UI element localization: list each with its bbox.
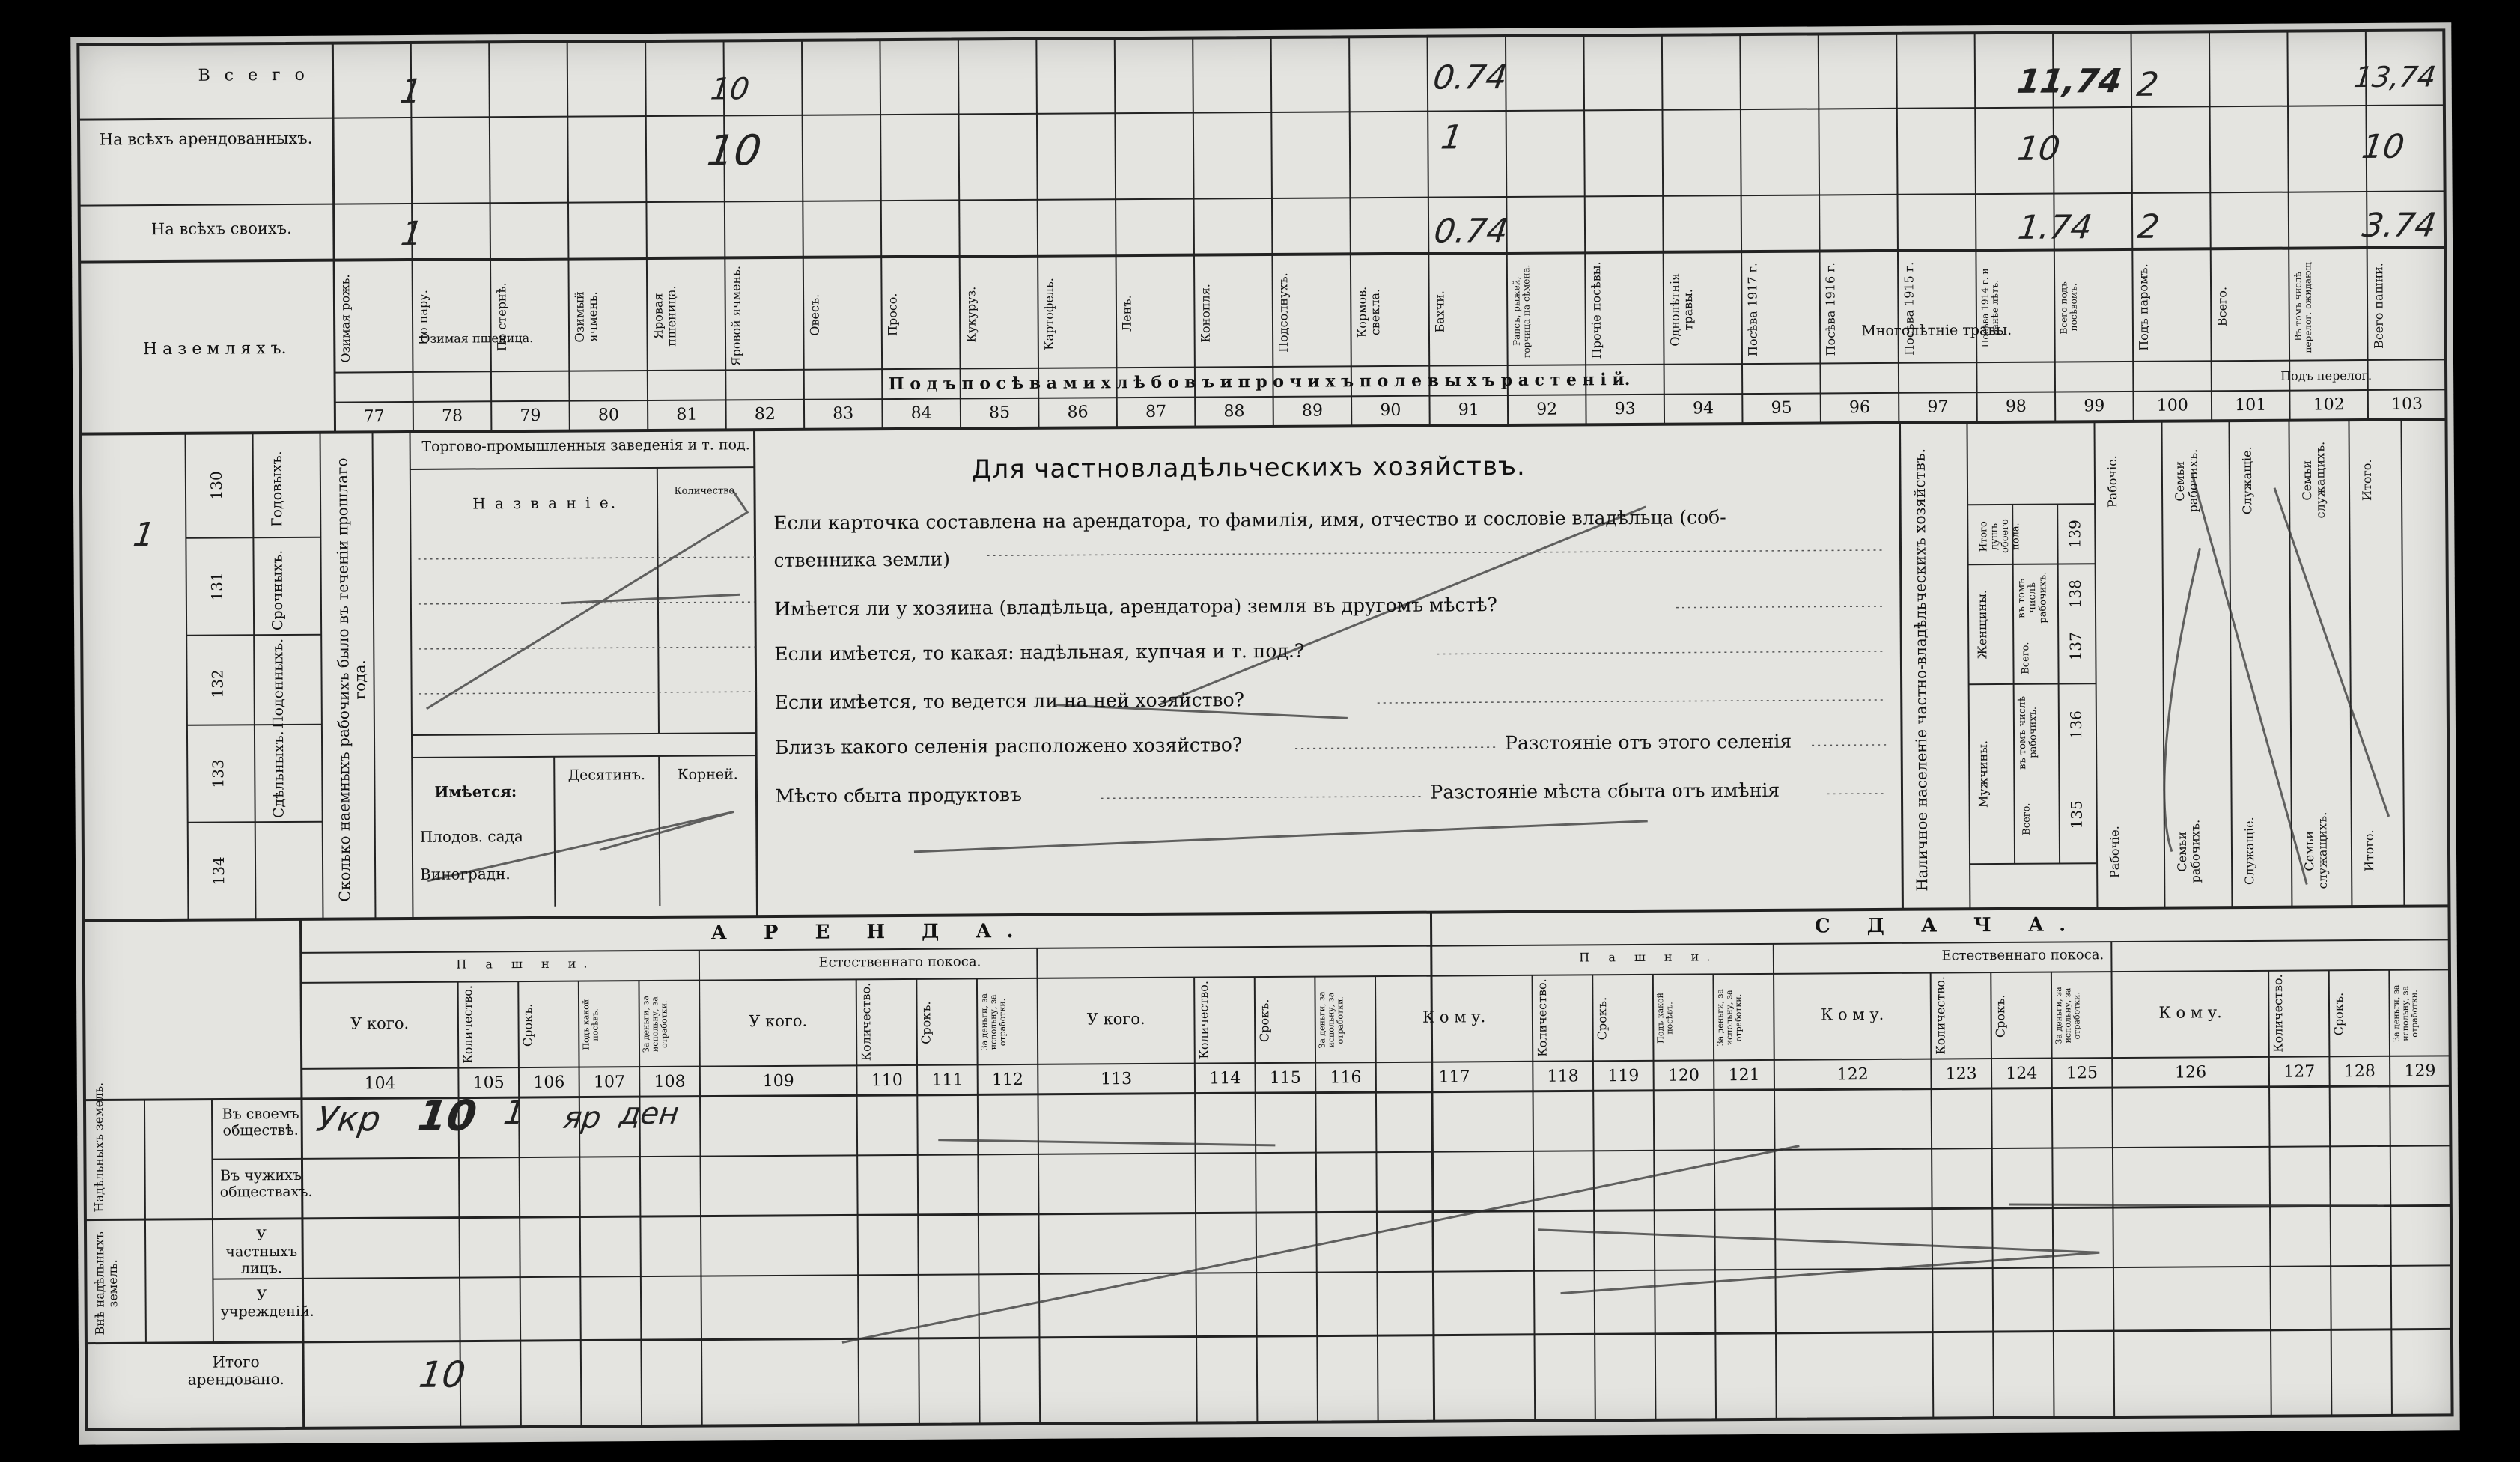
lease-col-header: За деньги, за испольну, за отработки.: [2391, 984, 2420, 1042]
question-2: Имѣется ли у хозяина (владѣльца, арендатора) земля въ другомъ мѣстѣ?: [773, 594, 1497, 621]
crop-header: Озимый ячмень.: [572, 290, 600, 343]
crop-header: Рапсъ, рыжей, горчица на сѣмена.: [1510, 264, 1532, 358]
lease-col-header: Количество.: [1932, 976, 1948, 1055]
total-rented-label: Итого арендовано.: [187, 1353, 284, 1389]
crop-col-number: 83: [833, 404, 854, 424]
crop-header: Посѣва 1917 г.: [1745, 262, 1760, 357]
total-souls: Итого душъ обоего пола.: [1978, 519, 2022, 554]
crop-col-number: 86: [1067, 403, 1089, 422]
lease-col-divider: [2329, 970, 2332, 1416]
question-6b: Разстояніе мѣста сбыта отъ имѣнія: [1430, 779, 1780, 803]
lease-col-divider: [1991, 972, 1994, 1418]
lease-col-number: 113: [1101, 1070, 1133, 1089]
lease-col-header: Количество.: [858, 982, 874, 1062]
question-1b: ственника земли): [773, 548, 951, 572]
under-crops-banner: П о д ъ п о с ѣ в а м и х л ѣ б о в ъ и п р о ч и х ъ п о л е в ы х ъ р а с т е н і й.: [888, 370, 1631, 395]
crop-header: По пару.: [416, 290, 431, 346]
crop-header: Подъ паромъ.: [2136, 264, 2152, 351]
crop-header: По стернѣ.: [494, 282, 509, 352]
crop-header: Посѣва 1916 г.: [1823, 262, 1839, 356]
hand-total-78: 1: [398, 72, 424, 112]
lease-col-header: Срокъ.: [1595, 996, 1610, 1041]
crop-col-number: 78: [441, 406, 463, 426]
crop-col-number: 94: [1693, 399, 1714, 418]
roots-header: Корней.: [677, 766, 738, 783]
population-right-top-label: Служащіе.: [2239, 446, 2255, 515]
lease-col-header: У кого.: [350, 1014, 410, 1033]
population-col-number: 139: [2066, 520, 2084, 549]
lease-col-number: 126: [2175, 1063, 2207, 1082]
lease-col-header: Срокъ.: [1993, 994, 2008, 1038]
lease-col-number: 119: [1607, 1066, 1640, 1086]
hand-lease-total: 10: [416, 1353, 469, 1396]
has-label: Имѣется:: [434, 782, 517, 801]
sdacha-plow: П а ш н и.: [1579, 949, 1718, 965]
lease-col-divider: [518, 981, 521, 1427]
lease-col-number: 104: [364, 1074, 396, 1094]
women-total: Всего.: [2020, 642, 2032, 674]
lease-col-header: За деньги, за испольну, за отработки.: [641, 995, 670, 1053]
hand-rented-99: 10: [2015, 130, 2063, 168]
crop-col-divider: [1740, 34, 1742, 424]
population-right-bottom-label: Семьи служащихъ.: [2301, 812, 2330, 889]
crop-col-number: 82: [754, 404, 776, 424]
row-rented-label: На всѣхъ арендованныхъ.: [99, 129, 313, 149]
worker-col-number: 131: [207, 572, 226, 601]
hand-own-103: 3.74: [2360, 206, 2439, 246]
vne-label: Внѣ надѣльныхъ земель.: [92, 1231, 121, 1335]
population-right-top-label: Семьи служащихъ.: [2299, 442, 2328, 519]
question-5b: Разстояніе отъ этого селенія: [1504, 730, 1792, 755]
crop-col-number: 103: [2391, 395, 2423, 414]
population-right-top-label: Рабочіе.: [2104, 455, 2120, 508]
lease-col-header: К о м у.: [1422, 1008, 1486, 1026]
lease-col-number: 128: [2343, 1062, 2376, 1082]
crop-col-divider: [489, 42, 491, 431]
crop-col-divider: [645, 41, 648, 430]
crop-col-divider: [802, 40, 804, 430]
lease-col-divider: [1255, 977, 1258, 1422]
hand-total-91: 0.74: [1431, 58, 1510, 97]
population-col-number: 137: [2066, 632, 2085, 661]
crop-col-divider: [1896, 34, 1899, 423]
lease-col-divider: [1375, 976, 1378, 1422]
row-total-label: В с е г о: [198, 65, 309, 85]
perennial-group: Многолѣтніе травы.: [1861, 321, 2012, 340]
row-own-label: На всѣхъ своихъ.: [150, 219, 292, 239]
lease-col-number: 114: [1209, 1069, 1241, 1088]
crop-col-number: 98: [2005, 397, 2027, 416]
crop-header: Озимая рожь.: [338, 273, 353, 363]
lease-col-header: За деньги, за испольну, за отработки.: [1317, 991, 1346, 1049]
crop-header: Прочіе посѣвы.: [1589, 261, 1604, 359]
men-total: Всего.: [2021, 802, 2033, 835]
crop-col-number: 88: [1223, 402, 1245, 421]
lease-col-header: За деньги, за испольну, за отработки.: [2053, 987, 2082, 1044]
crop-col-number: 84: [910, 403, 932, 423]
desyatin-header: Десятинъ.: [567, 767, 646, 784]
crop-header: Конопля.: [1198, 283, 1213, 343]
crop-col-number: 80: [597, 406, 620, 425]
private-persons-label: У частныхъ лицъ.: [225, 1227, 298, 1277]
private-title: Для частновладѣльческихъ хозяйствъ.: [971, 451, 1526, 485]
orchard-label: Плодов. сада: [419, 827, 523, 846]
lease-col-header: За деньги, за испольну, за отработки.: [1715, 989, 1744, 1047]
row-on-lands-label: Н а з е м л я х ъ.: [142, 338, 287, 359]
lease-col-number: 129: [2404, 1062, 2436, 1081]
hand-rented-82: 10: [704, 127, 764, 176]
men-label: Мужчины.: [1976, 740, 1991, 808]
crop-col-number: 91: [1458, 400, 1479, 420]
hand-lease-who: Укр: [314, 1098, 383, 1139]
lease-col-header: За деньги, за испольну, за отработки.: [979, 993, 1008, 1051]
lease-col-number: 118: [1547, 1067, 1579, 1086]
crop-col-number: 90: [1380, 400, 1401, 421]
lease-col-header: Количество.: [1534, 978, 1550, 1057]
enterprise-name-header: Н а з в а н і е.: [472, 493, 618, 513]
hand-lease-pay: ден: [617, 1096, 681, 1132]
lease-col-header: К о м у.: [2158, 1003, 2222, 1022]
crop-col-number: 79: [520, 406, 541, 426]
crop-col-divider: [958, 39, 961, 428]
hand-total-99: 11,74: [2015, 61, 2125, 101]
crop-col-number: 101: [2235, 395, 2267, 415]
own-society-label: Въ своемъ обществѣ.: [222, 1105, 299, 1139]
women-label: Женщины.: [1974, 590, 1990, 660]
crop-header: Всего подъ посѣвомъ.: [2058, 281, 2079, 335]
institutions-label: У учрежденій.: [220, 1287, 314, 1321]
crop-col-divider: [1819, 34, 1821, 423]
hand-own-99: 1.74: [2015, 208, 2095, 247]
crop-header: Овесъ.: [807, 294, 822, 337]
hand-total-103: 13,74: [2352, 60, 2438, 94]
lease-col-number: 112: [991, 1070, 1024, 1090]
workers-title: Сколько наемныхъ рабочихъ было въ теченіи прошлаго года.: [332, 457, 369, 902]
arenda-banner: А Р Е Н Д А.: [710, 919, 1029, 945]
men-incl: въ томъ числѣ рабочихъ.: [2016, 695, 2039, 770]
hand-left-mark: 1: [130, 516, 157, 555]
lease-col-number: 108: [654, 1072, 686, 1091]
worker-col-number: 133: [209, 759, 228, 788]
lease-col-divider: [1592, 975, 1595, 1420]
crop-header: Всего пашни.: [2370, 262, 2386, 349]
crop-col-number: 100: [2156, 396, 2188, 415]
lease-col-header: Подъ какой посѣвъ.: [1655, 992, 1675, 1044]
crop-header: Картофель.: [1041, 277, 1056, 350]
women-incl: въ томъ числѣ рабочихъ.: [2015, 572, 2049, 624]
lease-col-number: 111: [931, 1070, 964, 1090]
worker-col-label: Срочныхъ.: [269, 549, 287, 630]
lease-col-header: Подъ какой посѣвъ.: [580, 999, 600, 1050]
worker-col-number: 130: [207, 471, 226, 500]
crop-col-divider: [2209, 31, 2212, 421]
crop-header: Посѣва 1914 г. и ранѣе лѣтъ.: [1979, 268, 2001, 348]
crop-col-divider: [1036, 39, 1038, 428]
population-right-top-label: Итого.: [2359, 459, 2375, 501]
lease-col-header: У кого.: [749, 1011, 808, 1031]
crop-col-number: 87: [1145, 402, 1167, 421]
arenda-plow: П а ш н и.: [456, 956, 595, 972]
population-right-top-label: Семьи рабочихъ.: [2172, 449, 2200, 513]
crop-col-number: 92: [1536, 400, 1558, 419]
crop-col-divider: [1349, 37, 1351, 426]
crop-col-number: 102: [2313, 395, 2345, 415]
crop-col-divider: [1975, 33, 1977, 422]
crop-col-number: 93: [1614, 399, 1636, 419]
crop-col-number: 97: [1927, 398, 1949, 417]
lease-col-number: 121: [1728, 1065, 1760, 1085]
hand-own-78: 1: [398, 214, 425, 254]
crop-col-divider: [1115, 38, 1117, 427]
crop-header: Яровая пшеница.: [651, 285, 679, 347]
worker-col-number: 132: [208, 669, 227, 698]
lease-col-number: 106: [533, 1073, 565, 1092]
hand-lease-crop: яр: [561, 1100, 603, 1136]
crop-col-number: 99: [2084, 397, 2105, 416]
crop-col-number: 81: [676, 405, 698, 424]
fallow-group: Подъ перелог.: [2280, 368, 2373, 383]
crop-col-number: 95: [1771, 398, 1792, 418]
lease-col-number: 122: [1836, 1065, 1869, 1085]
lease-col-number: 105: [472, 1073, 505, 1093]
lease-col-number: 109: [762, 1071, 794, 1091]
crop-col-number: 89: [1301, 401, 1323, 421]
crop-header: Подсолнухъ.: [1276, 272, 1291, 353]
question-1: Если карточка составлена на арендатора, то фамилія, имя, отчество и сословіе владѣльца (соб-: [773, 506, 1726, 534]
crop-header: Просо.: [885, 293, 900, 337]
crop-header: Однолѣтнія травы.: [1667, 273, 1695, 347]
crop-col-divider: [1428, 37, 1430, 426]
lease-col-header: У кого.: [1086, 1009, 1145, 1029]
hand-total-100: 2: [2134, 65, 2161, 104]
sdacha-hay: Естественнаго покоса.: [1941, 947, 2104, 964]
crop-header: Всего.: [2215, 286, 2230, 327]
crop-col-divider: [1583, 35, 1586, 424]
lease-col-header: К о м у.: [1820, 1005, 1884, 1024]
lease-col-number: 127: [2283, 1062, 2316, 1082]
vineyard-label: Виноградн.: [420, 865, 511, 883]
lease-col-header: Срокъ.: [520, 1003, 535, 1047]
worker-col-label: Сдѣльныхъ.: [270, 731, 287, 819]
lease-col-number: 107: [593, 1073, 626, 1092]
table-grid: [70, 22, 2459, 1444]
population-col-number: 136: [2066, 710, 2086, 740]
hand-rented-91: 1: [1438, 118, 1465, 157]
population-col-number: 135: [2067, 800, 2086, 829]
worker-col-number: 134: [209, 856, 228, 886]
lease-col-divider: [916, 979, 919, 1425]
worker-col-label: Годовыхъ.: [268, 451, 286, 528]
crop-col-divider: [880, 40, 882, 429]
lease-col-header: Количество.: [2271, 974, 2286, 1053]
lease-col-number: 123: [1945, 1064, 1977, 1084]
worker-col-label: Поденныхъ.: [270, 638, 287, 729]
population-right-bottom-label: Семьи рабочихъ.: [2174, 820, 2203, 883]
lease-col-number: 117: [1438, 1067, 1470, 1087]
lease-col-header: Срокъ.: [2331, 992, 2346, 1036]
population-title: Наличное населеніе частно-владѣльческихъ хозяйствъ.: [1910, 448, 1932, 892]
hand-total-82: 10: [708, 72, 752, 107]
crop-header: Яровой ячмень.: [728, 265, 744, 366]
question-5: Близъ какого селенія расположено хозяйство?: [775, 734, 1243, 759]
lease-col-number: 125: [2066, 1064, 2099, 1083]
sdacha-banner: С Д А Ч А.: [1814, 913, 2081, 938]
crop-col-divider: [2287, 31, 2289, 421]
crop-col-number: 96: [1848, 398, 1871, 418]
question-3: Если имѣется, то какая: надѣльная, купчая и т. под.?: [774, 639, 1305, 665]
crop-header: Въ томъ числѣ перелог. ожидающ.: [2292, 259, 2314, 353]
lease-col-number: 115: [1269, 1068, 1301, 1088]
hand-own-91: 0.74: [1431, 211, 1511, 251]
crop-header: Ленъ.: [1119, 295, 1135, 332]
lease-col-number: 124: [2006, 1064, 2038, 1083]
arenda-hay: Естественнаго покоса.: [818, 954, 981, 971]
lease-col-number: 120: [1667, 1066, 1700, 1085]
population-right-bottom-label: Рабочіе.: [2107, 826, 2122, 879]
crop-header: Кукуруз.: [963, 286, 979, 343]
crop-col-divider: [1271, 37, 1273, 427]
census-card: [70, 22, 2459, 1444]
winter-wheat-group: Озимая пшеница.: [420, 330, 534, 346]
population-right-bottom-label: Служащіе.: [2241, 817, 2257, 886]
hand-lease-term: 1: [501, 1094, 528, 1133]
crop-col-divider: [567, 42, 570, 431]
hand-lease-qty: 10: [414, 1091, 480, 1141]
crop-col-divider: [2131, 32, 2134, 421]
lease-col-number: 116: [1330, 1068, 1362, 1088]
question-4: Если имѣется, то ведется ли на ней хозяйство?: [774, 689, 1245, 714]
lease-col-number: 110: [871, 1070, 903, 1091]
crop-col-number: 85: [989, 403, 1011, 423]
crop-col-number: 77: [363, 407, 385, 427]
nadel-label: Надѣльныхъ земель.: [91, 1082, 106, 1213]
enterprises-title: Торгово-промышленныя заведенія и т. под.: [421, 436, 750, 455]
crop-col-divider: [1662, 35, 1664, 424]
crop-col-divider: [1193, 38, 1195, 427]
enterprise-qty-header: Количество.: [674, 485, 738, 497]
question-6: Мѣсто сбыта продуктовъ: [775, 783, 1023, 807]
lease-col-header: Срокъ.: [1256, 999, 1272, 1042]
crop-header: Бахчи.: [1432, 290, 1447, 333]
lease-col-header: Количество.: [460, 985, 475, 1064]
crop-header: Кормов. свекла.: [1354, 286, 1383, 338]
hand-rented-103: 10: [2359, 127, 2407, 167]
other-society-label: Въ чужихъ обществахъ.: [219, 1166, 313, 1201]
crop-header: Посѣва 1915 г.: [1902, 261, 1917, 356]
population-right-bottom-label: Итого.: [2361, 829, 2377, 871]
hand-own-100: 2: [2135, 207, 2162, 246]
lease-col-header: Срокъ.: [919, 1001, 934, 1044]
lease-col-header: Количество.: [1196, 981, 1211, 1059]
population-col-number: 138: [2066, 579, 2084, 609]
